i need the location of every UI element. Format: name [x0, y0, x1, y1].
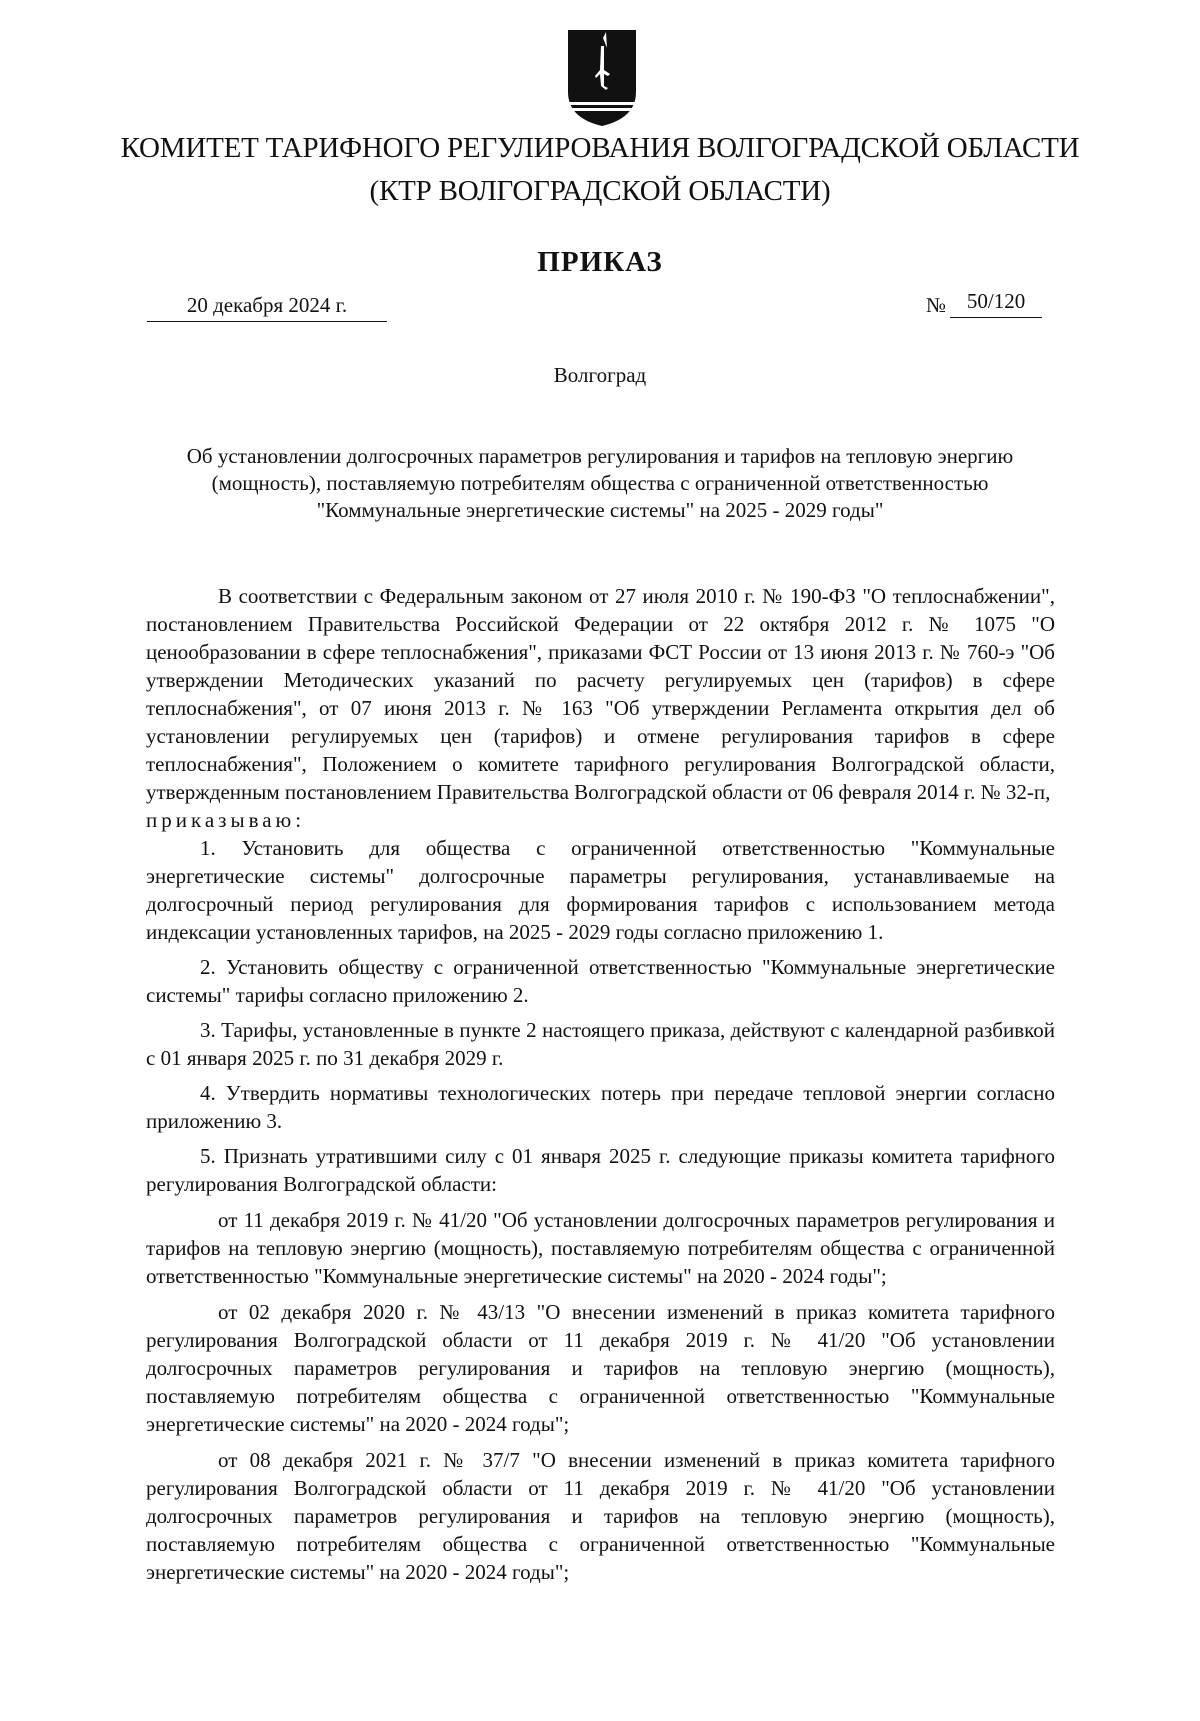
number-sign: №	[926, 293, 947, 317]
order-word-paragraph	[146, 806, 1055, 834]
order-word: приказываю:	[146, 808, 306, 832]
organization-short-name: (КТР ВОЛГОГРАДСКОЙ ОБЛАСТИ)	[369, 175, 831, 207]
order-body	[146, 582, 1055, 1586]
preamble-paragraph: В соответствии с Федеральным законом от 27 июля 2010 г. № 190-ФЗ "О теплоснабжении", постановлением Правительства Российской Федерации от 22 октября 2012 г. № 1075 "О ценообразовании в сфере теплоснабжения", приказами ФСТ России от 13 июня 2013 г. № 760-э "Об утверждении Методических указаний по расчету регулируемых цен (тарифов) в сфере теплоснабжения", от 07 июня 2013 г. № 163 "Об утверждении Регламента открытия дел об установлении регулируемых цен (тарифов) и отмене регулирования тарифов в сфере теплоснабжения", Положением о комитете тарифного регулирования Волгоградской области, утвержденным постановлением Правительства Волгоградской области от 06 февраля 2014 г. № 32-п,	[146, 584, 1055, 804]
coat-of-arms-icon	[564, 28, 640, 128]
order-item-4: 4. Утвердить нормативы технологических потерь при передаче тепловой энергии согласно приложению 3.	[146, 1081, 1055, 1133]
city-name: Волгоград	[553, 363, 647, 387]
order-date: 20 декабря 2024 г.	[147, 293, 387, 322]
order-item-3: 3. Тарифы, установленные в пункте 2 настоящего приказа, действуют с календарной разбивкой с 01 января 2025 г. по 31 декабря 2029 г.	[146, 1018, 1055, 1070]
organization-name: КОМИТЕТ ТАРИФНОГО РЕГУЛИРОВАНИЯ ВОЛГОГРАДСКОЙ ОБЛАСТИ	[120, 132, 1080, 164]
order-number-block	[926, 289, 1042, 318]
order-item-5: 5. Признать утратившими силу с 01 января 2025 г. следующие приказы комитета тарифного регулирования Волгоградской области:	[146, 1144, 1055, 1196]
order-item-2: 2. Установить обществу с ограниченной ответственностью "Коммунальные энергетические системы" тарифы согласно приложению 2.	[146, 955, 1055, 1007]
document-type-title: ПРИКАЗ	[537, 246, 663, 278]
order-number: 50/120	[950, 289, 1042, 318]
repealed-order-1: от 11 декабря 2019 г. № 41/20 "Об установлении долгосрочных параметров регулирования и тарифов на тепловую энергию (мощность), поставляемую потребителям общества с ограниченной ответственностью "Коммунальные энергетические системы" на 2020 - 2024 годы";	[146, 1208, 1055, 1288]
order-item-1: 1. Установить для общества с ограниченной ответственностью "Коммунальные энергетические системы" долгосрочные параметры регулирования, устанавливаемые на долгосрочный период регулирования для формирования тарифов с использованием метода индексации установленных тарифов, на 2025 - 2029 годы согласно приложению 1.	[146, 836, 1055, 944]
repealed-order-3: от 08 декабря 2021 г. № 37/7 "О внесении изменений в приказ комитета тарифного регулирования Волгоградской области от 11 декабря 2019 г. № 41/20 "Об установлении долгосрочных параметров регулирования и тарифов на тепловую энергию (мощность), поставляемую потребителям общества с ограниченной ответственностью "Коммунальные энергетические системы" на 2020 - 2024 годы";	[146, 1448, 1055, 1584]
order-subject: Об установлении долгосрочных параметров регулирования и тарифов на тепловую энергию (мощность), поставляемую потребителям общества с ограниченной ответственностью "Коммунальные энергетические системы" на 2025 - 2029 годы"	[186, 444, 1014, 522]
repealed-order-2: от 02 декабря 2020 г. № 43/13 "О внесении изменений в приказ комитета тарифного регулирования Волгоградской области от 11 декабря 2019 г. № 41/20 "Об установлении долгосрочных параметров регулирования и тарифов на тепловую энергию (мощность), поставляемую потребителям общества с ограниченной ответственностью "Коммунальные энергетические системы" на 2020 - 2024 годы";	[146, 1300, 1055, 1436]
